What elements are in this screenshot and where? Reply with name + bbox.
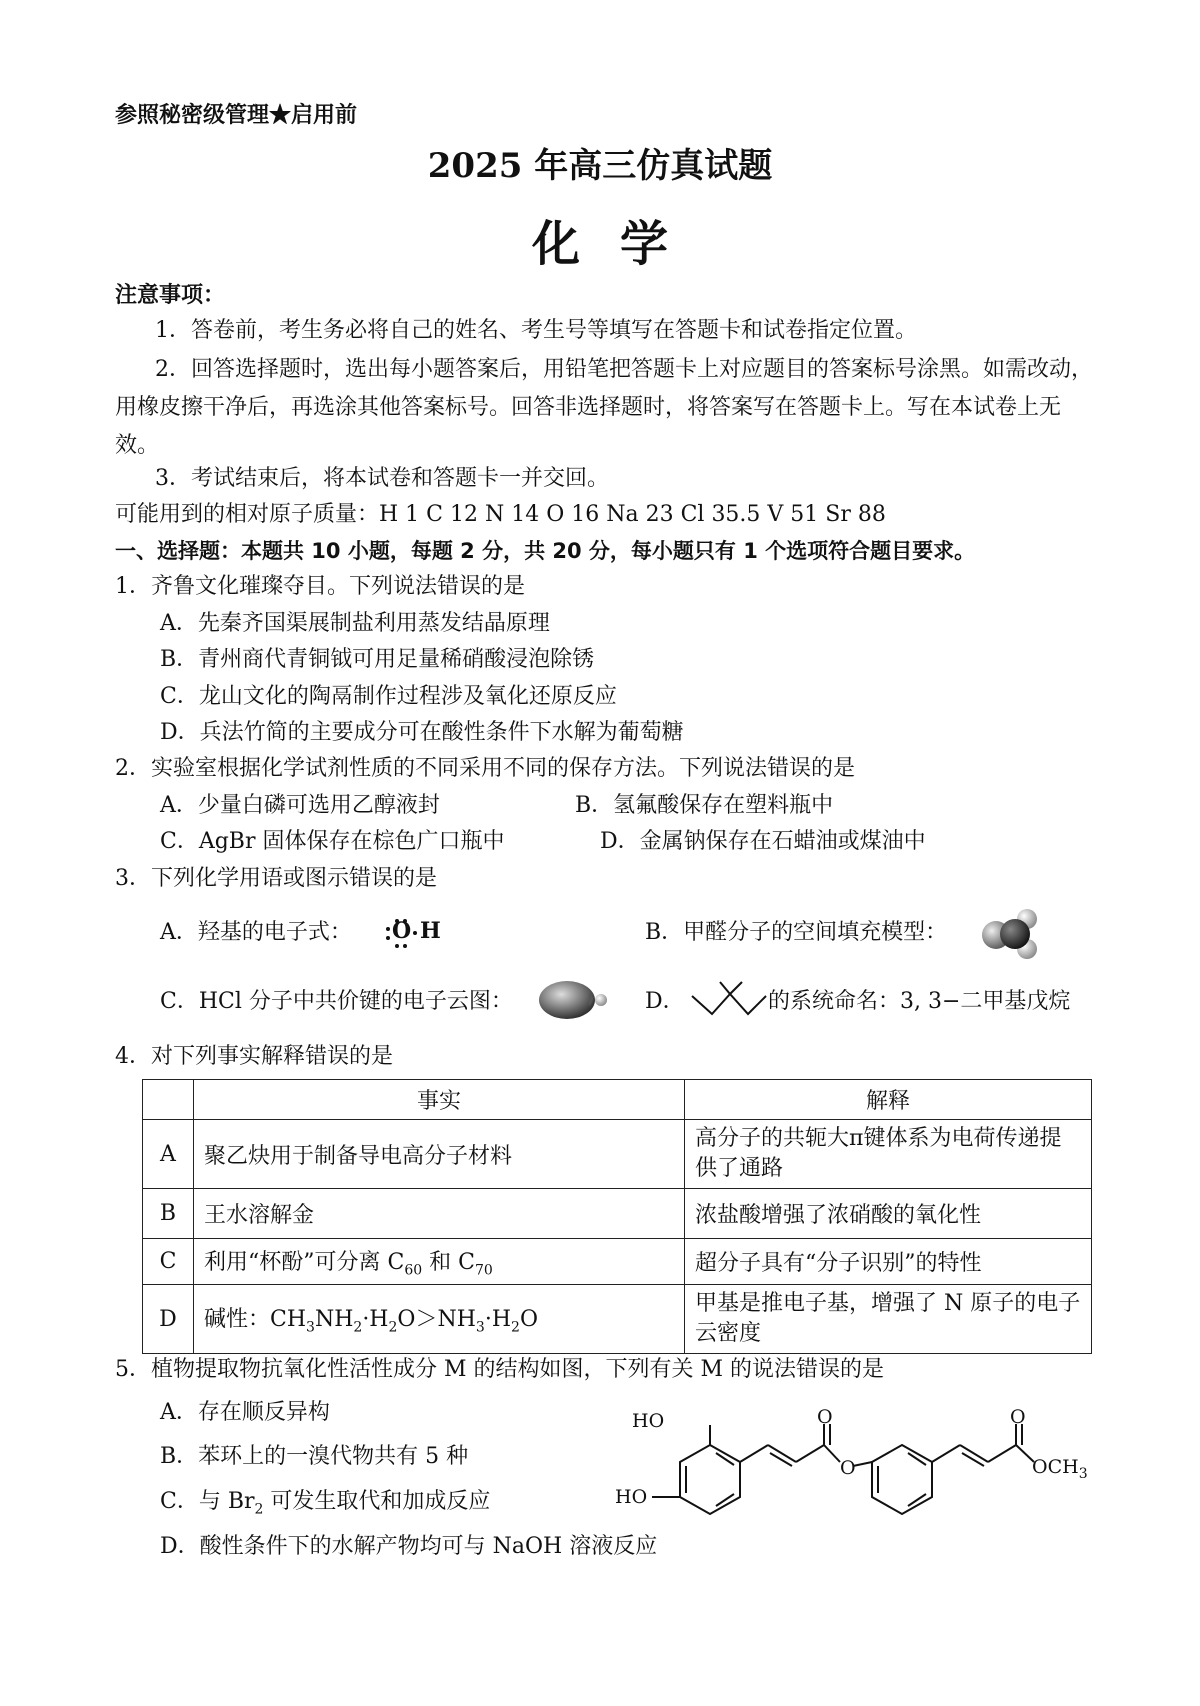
q4-stem: 4．对下列事实解释错误的是	[115, 1044, 393, 1069]
q3-option-c-label: C．HCl 分子中共价键的电子云图：	[160, 989, 513, 1014]
struct-methoxy	[1032, 1456, 1088, 1482]
q2-stem: 2．实验室根据化学试剂性质的不同采用不同的保存方法。下列说法错误的是	[115, 756, 855, 781]
row-explain: 超分子具有“分子识别”的特性	[685, 1239, 1092, 1285]
fact-sub: 2	[511, 1319, 520, 1336]
hcl-electron-cloud-image	[537, 976, 615, 1022]
q3-option-a-label: A．羟基的电子式：	[160, 920, 352, 945]
row-option: D	[143, 1285, 194, 1354]
row-explain: 甲基是推电子基，增强了 N 原子的电子云密度	[685, 1285, 1092, 1354]
row-fact: 聚乙炔用于制备导电高分子材料	[194, 1120, 685, 1189]
table-row	[143, 1120, 1092, 1189]
note-item-3: 3．考试结束后，将本试卷和答题卡一并交回。	[155, 466, 609, 491]
facts-table	[142, 1079, 1092, 1354]
confidential-note: 参照秘密级管理★启用前	[115, 102, 358, 128]
q1-option-a: A．先秦齐国渠展制盐利用蒸发结晶原理	[160, 611, 550, 636]
row-fact: 王水溶解金	[194, 1189, 685, 1239]
q3-option-b-label: B．甲醛分子的空间填充模型：	[645, 920, 948, 945]
fact-text: O	[519, 1307, 538, 1333]
skeletal-formula-image	[690, 980, 770, 1020]
row-fact	[194, 1239, 685, 1285]
q3-option-d-suffix: 的系统命名：3, 3−二甲基戊烷	[768, 989, 1071, 1014]
q1-stem: 1．齐鲁文化璀璨夺目。下列说法错误的是	[115, 574, 525, 599]
q2-option-d: D．金属钠保存在石蜡油或煤油中	[600, 829, 926, 854]
row-option: A	[143, 1120, 194, 1189]
fact-sub: 3	[306, 1319, 315, 1336]
table-header-option	[143, 1080, 194, 1120]
row-option: C	[143, 1239, 194, 1285]
hydroxyl-h: H	[420, 918, 441, 944]
struct-ho-top: HO	[632, 1410, 665, 1432]
q2-option-b: B．氢氟酸保存在塑料瓶中	[575, 793, 834, 818]
q3-stem: 3．下列化学用语或图示错误的是	[115, 866, 437, 891]
exam-title: 2025 年高三仿真试题	[427, 146, 773, 186]
q1-option-c: C．龙山文化的陶鬲制作过程涉及氧化还原反应	[160, 684, 617, 709]
fact-sub: 70	[474, 1262, 493, 1279]
row-fact	[194, 1285, 685, 1354]
q1-option-d: D．兵法竹简的主要成分可在酸性条件下水解为葡萄糖	[160, 720, 684, 745]
q5-c-sub: 2	[254, 1501, 264, 1518]
q3-option-d-prefix: D．	[645, 989, 685, 1014]
fact-text: ·H	[362, 1307, 389, 1333]
section-heading: 一、选择题：本题共 10 小题，每题 2 分，共 20 分，每小题只有 1 个选项符合题目要求。	[115, 539, 976, 563]
fact-sub: 3	[475, 1319, 485, 1336]
atomic-masses: 可能用到的相对原子质量：H 1 C 12 N 14 O 16 Na 23 Cl 35.5 V 51 Sr 88	[115, 502, 886, 527]
hydroxyl-electron-formula	[384, 912, 444, 952]
q5-c-text: 可发生取代和加成反应	[263, 1489, 491, 1514]
table-header-explain: 解释	[685, 1080, 1092, 1120]
fact-text: NH	[314, 1307, 354, 1333]
table-header-row	[143, 1080, 1092, 1120]
fact-text: O＞NH	[397, 1307, 476, 1333]
q5-option-c	[160, 1485, 490, 1526]
q5-c-text: C．与 Br	[160, 1489, 255, 1514]
row-explain: 高分子的共轭大π键体系为电荷传递提供了通路	[685, 1120, 1092, 1189]
struct-carbonyl-o-2: O	[1010, 1406, 1026, 1428]
q5-option-d: D．酸性条件下的水解产物均可与 NaOH 溶液反应	[160, 1534, 658, 1559]
struct-ho-left: HO	[615, 1486, 648, 1508]
row-explain: 浓盐酸增强了浓硝酸的氧化性	[685, 1189, 1092, 1239]
q5-stem: 5．植物提取物抗氧化性活性成分 M 的结构如图，下列有关 M 的说法错误的是	[115, 1357, 885, 1382]
row-option: B	[143, 1189, 194, 1239]
hydroxyl-o: O	[392, 918, 412, 944]
struct-methoxy-text: OCH	[1032, 1456, 1079, 1478]
table-header-fact: 事实	[194, 1080, 685, 1120]
q2-option-c: C．AgBr 固体保存在棕色广口瓶中	[160, 829, 505, 854]
fact-text: 和 C	[422, 1249, 475, 1275]
struct-carbonyl-o-1: O	[817, 1406, 833, 1428]
formaldehyde-model-image	[980, 905, 1042, 963]
fact-sub: 2	[388, 1319, 398, 1336]
table-row	[143, 1189, 1092, 1239]
struct-ester-o: O	[840, 1457, 856, 1479]
table-row	[143, 1285, 1092, 1354]
q1-option-b: B．青州商代青铜钺可用足量稀硝酸浸泡除锈	[160, 647, 595, 672]
q5-option-a: A．存在顺反异构	[160, 1400, 330, 1425]
q2-option-a: A．少量白磷可选用乙醇液封	[160, 793, 440, 818]
note-item-2: 2．回答选择题时，选出每小题答案后，用铅笔把答题卡上对应题目的答案标号涂黑。如需改动，用橡皮擦干净后，再选涂其他答案标号。回答非选择题时，将答案写在答题卡上。写在本试卷上无效。	[115, 357, 1094, 458]
fact-sub: 60	[404, 1262, 423, 1279]
notes-heading: 注意事项：	[115, 282, 226, 308]
note-item-1: 1．答卷前，考生务必将自己的姓名、考生号等填写在答题卡和试卷指定位置。	[155, 318, 917, 343]
q5-option-b: B．苯环上的一溴代物共有 5 种	[160, 1444, 469, 1469]
struct-methoxy-sub: 3	[1078, 1465, 1088, 1482]
subject-title: 化学	[531, 216, 708, 272]
fact-text: ·H	[484, 1307, 512, 1333]
fact-sub: 2	[353, 1319, 363, 1336]
fact-text: 碱性：CH	[204, 1307, 307, 1333]
fact-text: 利用“杯酚”可分离 C	[204, 1249, 405, 1275]
table-row	[143, 1239, 1092, 1285]
